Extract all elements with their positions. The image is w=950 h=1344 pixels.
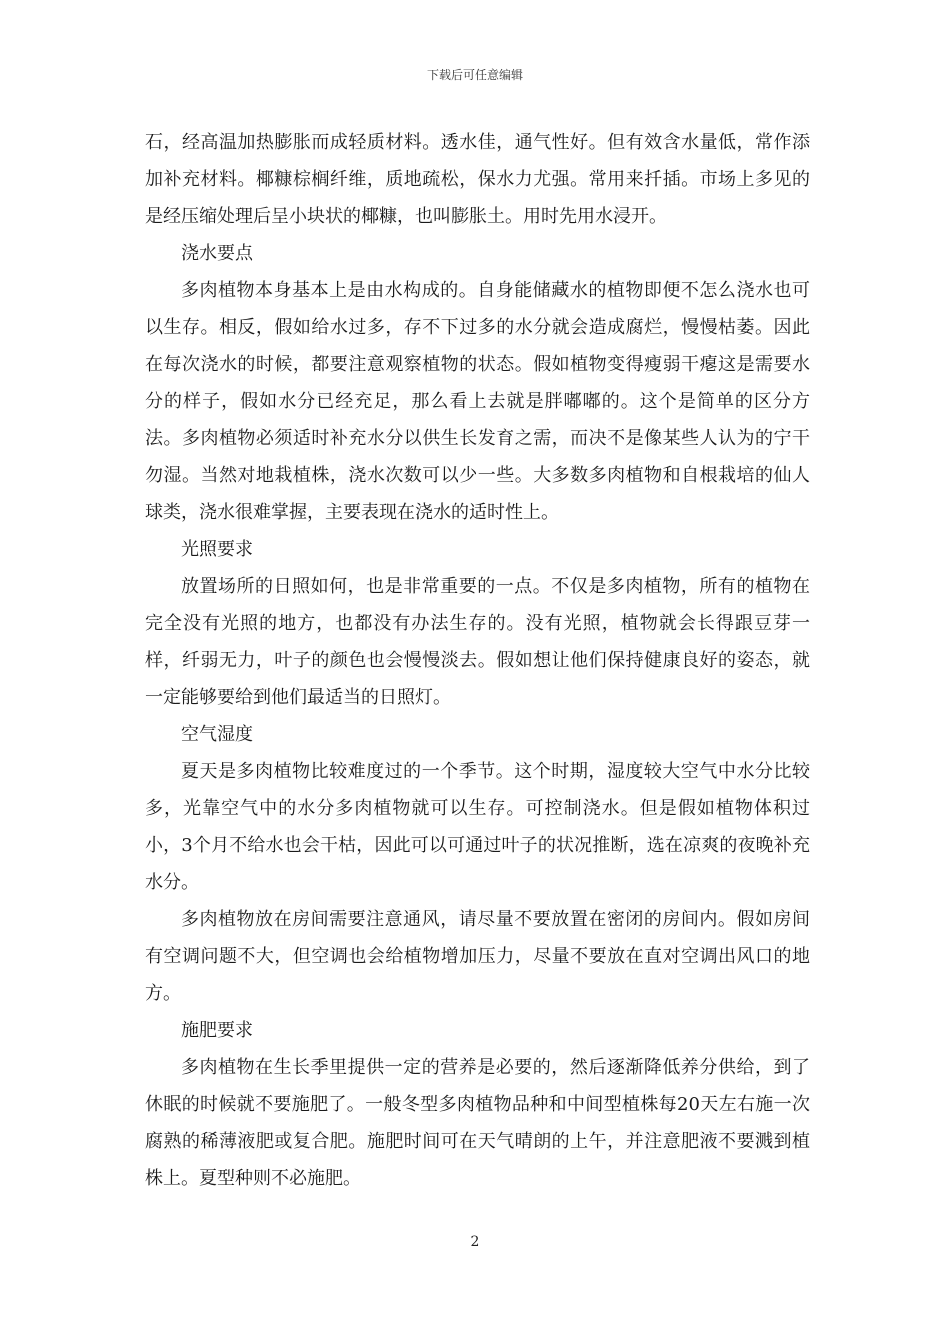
section-heading-watering: 浇水要点 [181, 243, 253, 264]
document-body [145, 124, 810, 1197]
page-number: 2 [470, 1234, 480, 1250]
section-heading-fertilizing: 施肥要求 [181, 1020, 253, 1041]
paragraph-watering: 多肉植物本身基本上是由水构成的。自身能储藏水的植物即便不怎么浇水也可以生存。相反，假如给水过多，存不下过多的水分就会造成腐烂，慢慢枯萎。因此在每次浇水的时候，都要注意观察植物的状态。假如植物变得瘦弱干瘪这是需要水分的样子，假如水分已经充足，那么看上去就是胖嘟嘟的。这个是简单的区分方法。多肉植物必须适时补充水分以供生长发育之需，而决不是像某些人认为的宁干勿湿。当然对地栽植株，浇水次数可以少一些。大多数多肉植物和自根栽培的仙人球类，浇水很难掌握，主要表现在浇水的适时性上。 [145, 280, 810, 523]
paragraph-continued: 石，经高温加热膨胀而成轻质材料。透水佳，通气性好。但有效含水量低，常作添加补充材料。椰糠棕榈纤维，质地疏松，保水力尤强。常用来扦插。市场上多见的是经压缩处理后呈小块状的椰糠，也叫膨胀土。用时先用水浸开。 [145, 132, 810, 227]
page-header: 下载后可任意编辑 [426, 68, 523, 82]
paragraph-fertilizing: 多肉植物在生长季里提供一定的营养是必要的，然后逐渐降低养分供给，到了休眠的时候就不要施肥了。一般冬型多肉植物品种和中间型植株每20天左右施一次腐熟的稀薄液肥或复合肥。施肥时间可在天气晴朗的上午，并注意肥液不要溅到植株上。夏型种则不必施肥。 [145, 1057, 810, 1189]
paragraph-light: 放置场所的日照如何，也是非常重要的一点。不仅是多肉植物，所有的植物在完全没有光照的地方，也都没有办法生存的。没有光照，植物就会长得跟豆芽一样，纤弱无力，叶子的颜色也会慢慢淡去。假如想让他们保持健康良好的姿态，就一定能够要给到他们最适当的日照灯。 [145, 576, 810, 708]
section-heading-light: 光照要求 [181, 539, 253, 560]
paragraph-ventilation: 多肉植物放在房间需要注意通风，请尽量不要放置在密闭的房间内。假如房间有空调问题不大，但空调也会给植物增加压力，尽量不要放在直对空调出风口的地方。 [145, 909, 810, 1004]
section-heading-humidity: 空气湿度 [181, 724, 253, 745]
paragraph-humidity: 夏天是多肉植物比较难度过的一个季节。这个时期，湿度较大空气中水分比较多，光靠空气中的水分多肉植物就可以生存。可控制浇水。但是假如植物体积过小，3个月不给水也会干枯，因此可以可通过叶子的状况推断，选在凉爽的夜晚补充水分。 [145, 761, 810, 893]
